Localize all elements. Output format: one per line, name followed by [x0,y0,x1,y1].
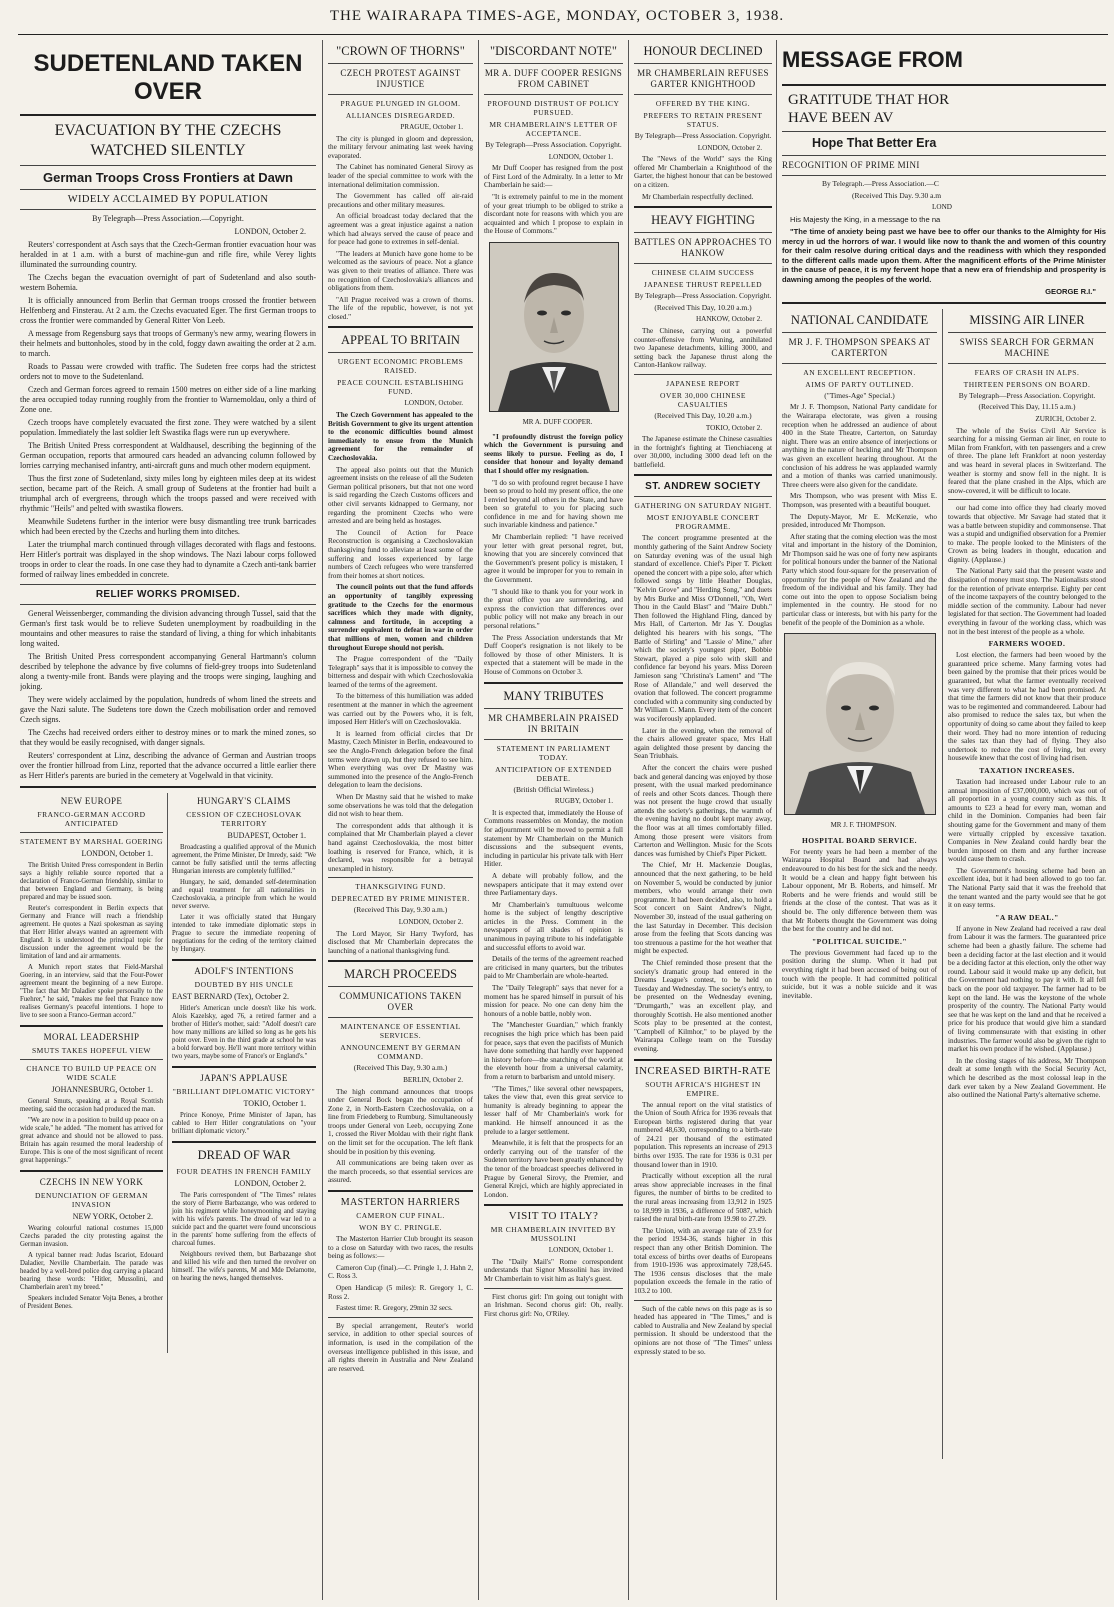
signature: GEORGE R.I." [1045,287,1096,297]
dateline: EAST BERNARD (Tex), October 2. [172,992,290,1001]
paragraph: The Czechs began the evacuation overnight of part of Sudetenland and also south-western Bohemia. [20,273,316,292]
paragraph: The whole of the Swiss Civil Air Service is searching for a missing German air liner, en route to Milan from Frankfort, with ten passengers and a crew of three. The plane left Frankfort at noon yesterday and was heard in several places in Switzerland. The weather is stormy and snow fell in the night. It is feared that the plane crashed in the Alps, which are snow-covered, it will be difficult to locate. [948,426,1106,495]
story-subhead: FEARS OF CRASH IN ALPS. [974,367,1080,377]
story-subhead: THANKSGIVING FUND. [355,882,446,892]
story-subhead: JAPANESE THRUST REPELLED [643,280,763,290]
story-subhead: MR CHAMBERLAIN INVITED BY MUSSOLINI [490,1225,617,1244]
paragraph: The appeal also points out that the Munich agreement insists on the release of all the Sudeten German political prisoners, but that not one word is said regarding the Czech Customs officers and other civil servants kidnapped to Germany, nor regarding the prominent Czechs who were arrested and are being held as hostages. [328,465,473,526]
paragraph: The city is plunged in gloom and depression, the military fervour animating last week having evaporated. [328,134,473,160]
story-headline: HEAVY FIGHTING [651,213,755,228]
story-subhead: OVER 30,000 CHINESE CASUALTIES [660,390,746,409]
paragraph: Neighbours revived them, but Barbazange shot and killed his wife and then turned the revolver on himself. The wife's parents, M and Mde Delamotte, on hearing the news, hanged themselves. [172,1251,316,1282]
paragraph: After the concert the chairs were pushed back and general dancing was enjoyed by those present, with the usual marked predominance of reels and other Scots dances. Though there was not present the huge crowd that usually attends the society's gatherings, the warmth of the evening having no doubt kept many away, the floor was at all times comfortably filled. Among those present were visitors from Carterton and Wellington. Music for the Scots dances was furnished by Chief's Piper Pickett. [634,763,772,858]
story-subhead: AIMS OF PARTY OUTLINED. [805,379,914,389]
paragraph: The Prague correspondent of the "Daily Telegraph" says that it is impossible to convey the bitterness and despair with which Czechoslovakia learned of the terms of the agreement. [328,655,473,689]
story-headline: "CROWN OF THORNS" [336,44,465,58]
lead-subhead: EVACUATION BY THE CZECHS WATCHED SILENTLY [54,122,282,159]
subcolumn-national-candidate [782,309,937,1004]
paragraph: Mr Chamberlain respectfully declined. [642,192,754,201]
dateline: LOND [932,203,952,212]
dateline: NEW YORK, October 2. [72,1212,153,1221]
story-subhead: BATTLES ON APPROACHES TO HANKOW [634,237,772,259]
paragraph: Meanwhile Sudetens further in the interior were busy dismantling tree trunk barricades which had been erected by the Czechs and hurling them into ditches. [20,517,316,536]
dateline: LONDON, October. [404,399,463,408]
portrait-image [785,634,935,814]
paragraph: Hungary, he said, demanded self-determination and equal treatment for all nationalities in Czechoslovakia, a principle from which he would never swerve. [172,879,316,910]
section-head: FARMERS WOOED. [988,639,1066,649]
paragraph: Reuters' correspondent at Linz, describing the advance of German and Austrian troops over the frontier hillroad from Linz, reported that the advance occurred a little earlier there as Herr Hitler's parents are buried in the cemetery at Vogelwald in that vicinity. [20,751,316,780]
section-head: "POLITICAL SUICIDE." [811,936,908,946]
paragraph: Cameron Cup (final).—C. Pringle 1, J. Hahn 2, C. Ross 3. [328,1263,473,1281]
dateline: RUGBY, October 1. [554,797,613,806]
paragraph: The Masterton Harrier Club brought its season to a close on Saturday with two races, the results being as follows:— [328,1235,473,1261]
column-message-from-king [782,40,1106,1600]
paragraph: Reuters' correspondent at Asch says that the Czech-German frontier evacuation hour was heralded in at 1 a.m. with a burst of machine-gun and rifle fire, while Verey lights illuminated the surrounding country. [20,240,316,269]
paragraph: The annual report on the vital statistics of the Union of South Africa for 1936 reveals that European births registered during that year numbered 48,630, corresponding to a birth-rate of 24.21 per thousand of the estimated population. This represents an increase of 2913 births over 1935. The rate for 1936 is 0.31 per thousand lower than in 1910. [634,1100,772,1169]
paragraph: The Chinese, carrying out a powerful counter-offensive from Wuning, annihilated two Japanese detachments, killing 3000, and setting back the Japanese thrust along the Canton-Hankow railway. [634,326,772,370]
paragraph: The British United Press correspondent at Waldhausel, describing the beginning of the German occupation, reports that armoured cars headed an advancing column followed by lorries carrying mechanised infantry, anti-aircraft guns and much other modern equipment. [20,441,316,470]
photo-caption: MR A. DUFF COOPER. [522,417,593,426]
paragraph: The Chief reminded those present that the society's dramatic group had entered in the Dreams League's contest, to be held on Tuesday and Wednesday. The society's entry, to be presented on the Wednesday evening, "Drumgarth," was an excellent play, and thoroughly Scottish. He also mentioned another Scots play to be presented at the contest, "Campbell of Kilmhor," to be played by the Wairarapa College team on the Tuesday evening. [634,958,772,1053]
story-subhead: ANNOUNCEMENT BY GERMAN COMMAND. [340,1043,461,1062]
lower-subcolumns [782,309,1106,1459]
paragraph: Lost election, the farmers had been wooed by the guaranteed price scheme. Many farming votes had been gained by the promise that their prices would be guaranteed, but what the farmer eventually received was very different to what he had been promised. At that time the farmers did not know that their produce was to be regimented and commandeered. Labour had also promised to reduce the sales tax, but when the opportunity of doing so came about they failed to keep their word. They had no more intention of reducing the sales tax than they had of flying. They also undertook to reduce the cost of living, but every housewife knew that the cost of living had risen. [948,651,1106,763]
photo-caption: MR J. F. THOMPSON. [830,821,897,830]
story-headline: ST. ANDREW SOCIETY [645,481,761,493]
story-subhead: PRAGUE PLUNGED IN GLOOM. [340,99,461,108]
story-subhead: PREFERS TO RETAIN PRESENT STATUS. [643,111,763,129]
paragraph: A typical banner read: Judas Iscariot, Edouard Daladier, Neville Chamberlain. The parade was headed by a well-bred police dog carrying a placard bearing these words: "Hitler, Mussolini, and Chamberlain aren't my breed." [20,1252,163,1291]
portrait-photo-thompson [784,633,936,815]
paragraph: General Weissenberger, commanding the division advancing through Tussel, said that the German's first task would be to relieve Sudeten unemployment by roadbuilding in the mountains and other measures to raise the standard of living, a thing for which inhabitants long waited. [20,609,316,648]
portrait-photo-duff-cooper [489,242,619,412]
story-subhead: COMMUNICATIONS TAKEN OVER [339,991,462,1013]
lead-story [20,40,316,1600]
story-headline: MASTERTON HARRIERS [340,1197,461,1209]
paragraph: After stating that the coming election was the most vital and important in the history of the Dominion, Mr Thompson said he was one of forty new aspirants for political honours under the banner of the National Party which stood four-square for the preservation of opportunity for the people of New Zealand and the freedom of the individual and his family. They had come out into the open to oppose Socialism being implemented in the country. He stood for no particular class or interests, but with his party for the benefit of the people of the Dominion as a whole. [782,532,937,627]
dateline: PRAGUE, October 1. [400,123,463,131]
dateline: LONDON, October 2. [234,1179,306,1188]
story-subhead: URGENT ECONOMIC PROBLEMS RAISED. [337,357,464,376]
paragraph: The National Party said that the present waste and dissipation of money must stop. The Nationalists stood for the retention of private enterprise. Eighty per cent of the income taxpayers of the country belonged to the middle section of the community. Labour had never legislated for that section. The Government had loaded everything in favour of the working class, which was not in the best interest of the people as a whole. [948,567,1106,636]
dateline: LONDON, October 1. [548,152,613,161]
story-headline: NATIONAL CANDIDATE [790,312,929,327]
story-subhead: JAPANESE REPORT [666,378,740,388]
story-subhead: THIRTEEN PERSONS ON BOARD. [963,379,1091,389]
paragraph: The Government's housing scheme had been an excellent idea, but it had been allowed to go too far. The National Party said that it was the freehold that the tenant wanted and the party would see that he got it on easy terms. [948,866,1106,910]
dateline: HANKOW, October 2. [695,315,762,324]
story-subhead: "BRILLIANT DIPLOMATIC VICTORY" [172,1087,316,1096]
paragraph: The "Manchester Guardian," which frankly recognises the high price which has been paid for peace, says that even the pacifists of Munich have done something that hardly ever happened in history before—the snatching of the world at the eleventh hour from a universal calamity, from a return to barbarism and untold misery. [484,1021,623,1081]
received-note: (Received This Day, 9.30 a.m.) [353,1063,448,1073]
column-discordant-note [484,40,623,1600]
lead-kicker: WIDELY ACCLAIMED BY POPULATION [67,194,269,205]
story-headline: MISSING AIR LINER [969,312,1085,327]
story-headline: MANY TRIBUTES [503,688,604,703]
story-subhead: STATEMENT BY MARSHAL GOERING [20,837,163,846]
paragraph: Mrs Thompson, who was present with Miss E. Thompson, was presented with a beautiful bouquet. [782,492,937,509]
paragraph: Mr Chamberlain replied: "I have received your letter with great personal regret, but, knowing that you are sincerely convinced that the Government's present policy is mistaken, I agree it would be improper for you to remain in the Government. [484,533,623,585]
story-subhead: CZECH PROTEST AGAINST INJUSTICE [340,68,461,89]
paragraph: "The leaders at Munich have gone home to be welcomed as the saviours of peace. Not a glance was given to their treaties of alliance. There was no recognition of Czechoslovakia's alliances and obligations from them. [328,249,473,293]
paragraph: The correspondent adds that although it is complained that Mr Chamberlain played a clever hand against Czechoslovakia, the most bitter loathing is reserved for France, which, it is declared, was responsible for a betrayal unexampled in history. [328,821,473,873]
dateline: JOHANNESBURG, October 1. [51,1085,153,1094]
story-subhead: OFFERED BY THE KING. [655,99,751,108]
story-headline: MARCH PROCEEDS [344,967,457,982]
story-subhead: MOST ENJOYABLE CONCERT PROGRAMME. [646,513,760,532]
paragraph: The Union, with an average rate of 23.9 for the period 1934-36, stands higher in this respect than any other British Dominion. The total excess of births over deaths of Europeans from 1910-1936 was approximately 728,645. The 1936 census discloses that the male population exceeds the female in the ratio of 103.2 to 100. [634,1226,772,1295]
story-headline: JAPAN'S APPLAUSE [200,1073,288,1083]
story-headline: DREAD OF WAR [197,1148,291,1162]
paragraph: The British United Press correspondent in Berlin says a highly reliable source reported that a declaration of Franco-German friendship, similar to that between England and Germany, is being prepared and may be issued soon. [20,862,163,901]
paragraph: All communications are being taken over as the march proceeds, so that essential services are assured. [328,1159,473,1185]
lead-byline: By Telegraph—Press Association.—Copyright. [92,214,244,223]
dateline: ZURICH, October 2. [1035,414,1096,423]
paragraph: "I profoundly distrust the foreign policy which the Government is pursuing and seems likely to pursue. Feeling as do, I consider that honour and loyalty demand that I should offer my resignation. [484,432,623,475]
paragraph: Mr J. F. Thompson, National Party candidate for the Wairarapa electorate, was given a rousing reception when he addressed an audience of about 400 in the State Theatre, Carterton, on Saturday night. There was an entire absence of interjections or anything in the nature of heckling and Mr Thompson was given an excellent hearing throughout. At the conclusion of his address he was applauded warmly and a motion of thanks was carried unanimously. Three cheers were also given for the candidate. [782,403,937,489]
lower-subcolumns [20,793,316,1353]
story-subhead: MR J. F. THOMPSON SPEAKS AT CARTERTON [788,336,931,358]
paragraph: Roads to Passau were crowded with traffic. The Sudeten free corps had the strictest orders not to move to the Sudetenland. [20,362,316,381]
paragraph: Broadcasting a qualified approval of the Munich agreement, the Prime Minister, Dr Imredy, said: "We cannot be fully satisfied until the terms affecting Hungarian interests are completely fulfilled." [172,844,316,875]
story-headline: ADOLF'S INTENTIONS [194,966,294,976]
story-headline: HONOUR DECLINED [643,44,763,58]
paragraph: Speakers included Senator Vojta Benes, a brother of President Benes. [20,1295,163,1310]
story-subhead: GRATITUDE THAT HOR HAVE BEEN AV [788,92,950,126]
paragraph: His Majesty the King, in a message to the na [790,214,941,224]
paragraph: The Paris correspondent of "The Times" relates the story of Pierre Barbazange, who was ordered to join his regiment while honeymooning and staying with his wife's parents. The dread of war led to a suicide pact and the quartet were found unconscious in the parents' home suffering from the effects of charcoal fumes. [172,1192,316,1247]
paragraph: The British United Press correspondent accompanying General Hartmann's column described by telephone the advance by five columns of field-grey troops into Sudetenland along a twenty-mile front. Bands were playing and the troops were singing, laughing and joking. [20,652,316,691]
paragraph: The Lord Mayor, Sir Harry Twyford, has disclosed that Mr Chamberlain deprecates the launching of a national thanksgiving fund. [328,929,473,955]
story-subhead: Hope That Better Era [812,136,937,150]
story-subhead: DEPRECATED BY PRIME MINISTER. [331,894,470,904]
story-headline: HUNGARY'S CLAIMS [197,796,291,806]
paragraph: Mr Chamberlain's tumultuous welcome home is the subject of lengthy descriptive articles in the Press. Comment in the newspapers of all shades of opinion is unanimous in paying tribute to his indefatigable and successful efforts to avoid war. [484,900,623,952]
paragraph: The Press Association understands that Mr Duff Cooper's resignation is not likely to be followed by those of other Ministers. It is expected that a statement will be made in the House of Commons on October 3. [484,633,623,676]
section-head: "A RAW DEAL." [995,912,1059,922]
paragraph: A debate will probably follow, and the newspapers anticipate that it may extend over three Parliamentary days. [484,871,623,898]
paragraph: The Czech Government has appealed to the British Government to give its urgent attention to the economic difficulties bound almost immediately to ensue from the Munich agreement for the remainder of Czechoslovakia. [328,411,473,463]
story-subhead: RECOGNITION OF PRIME MINI [782,160,920,170]
lead-headline: SUDETENLAND TAKEN OVER [33,50,303,105]
paragraph: The Czechs had received orders either to destroy mines or to mark the mined zones, so that they would be easily recognised, with danger signals. [20,728,316,747]
story-subhead: CHANCE TO BUILD UP PEACE ON WIDE SCALE [26,1064,157,1082]
subcolumn-right [172,793,316,1286]
byline: By Telegraph—Press Association. Copyright. [485,140,622,149]
section-head: HOSPITAL BOARD SERVICE. [801,835,918,845]
paragraph: Czech and German forces agreed to remain 1500 metres on either side of a line marking the area occupied today running roughly from the frontier to Warnemoldau, only a third of Zone one. [20,385,316,414]
paragraph: Fastest time: R. Gregory, 29min 32 secs. [336,1304,453,1313]
paragraph: The Cabinet has nominated General Sirovy as leader of the special committee to work with the international delimitation commission. [328,163,473,189]
byline: By Telegraph—Press Association. Copyright. [958,390,1096,400]
story-subhead: DENUNCIATION OF GERMAN INVASION [34,1191,149,1209]
dateline: LONDON, October 2. [398,917,463,926]
received-note: (Received This Day. 9.30 a.m [852,190,942,200]
story-subhead: ANTICIPATION OF EXTENDED DEBATE. [495,764,612,783]
received-note: (British Official Wireless.) [513,784,594,794]
lead-dateline: LONDON, October 2. [234,227,306,236]
paragraph: Thus the first zone of Sudetenland, sixty miles long by eighteen miles deep at its widest section, became part of the Reich. A small group of Sudetens at the frontier had built a triumphal arch of evergreens, through which the troops passed and were received with rhythmic "Heils" and pelted with swastika flowers. [20,474,316,513]
paragraph: It is officially announced from Berlin that German troops crossed the frontier between Helfenberg and Finsterau. At 2 a.m. the Czechs evacuated Eger. The first German troops to cross the frontier were commanded by General Ritter Von Leeb. [20,296,316,325]
column-divider [628,40,629,1600]
paragraph: Taxation had increased under Labour rule to an annual imposition of £37,000,000, which was out of all proportion in a young country such as this. It amounts to £23 a head for every man, woman and child in the Dominion. Companies had been fair shouting game for the Government and many of them were virtually crippled by excessive taxation. Companies in New Zealand could hardly bear the burden imposed on them and any further increase would cause them to crash. [948,777,1106,864]
paragraph: If anyone in New Zealand had received a raw deal from Labour it was the farmers. The guaranteed price scheme had been a ghastly failure. The scheme had been a deciding factor at the last election and it would be a deciding factor at this election, only the other way round. Labour said it would make up any deficit, but the Government had nothing to pay it with. It all fell back on the poor old taxpayer. The farmer had to be kept on the land. He was the keystone of the whole prosperity of the country. The National Party would see that he was kept on the land and that he received a price for his produce that would give him a standard of living commensurate with that existing in other industries. The farmer would also be given the right to market his own produce if he wished. (Applause.) [948,924,1106,1054]
paragraph: It is expected that, immediately the House of Commons reassembles on Monday, the motion for adjournment will be moved to permit a full statement by Mr Chamberlain on the Munich discussions and the subsequent events, including in particular his private talk with Herr Hitler. [484,808,623,869]
paragraph: Mr Duff Cooper has resigned from the post of First Lord of the Admiralty. In a letter to Mr Chamberlain he said:— [484,164,623,190]
paragraph: General Smuts, speaking at a Royal Scottish meeting, said the occasion had produced the man. [20,1098,163,1113]
story-headline: NEW EUROPE [60,796,123,806]
paragraph: The "Daily Mail's" Rome correspondent understands that Signor Mussolini has invited Mr Chamberlain to visit him as Italy's guest. [484,1257,623,1284]
paragraph: Hitler's American uncle doesn't like his work. Alois Kazelsky, aged 76, a retired farmer and a brother of Hitler's mother, said: "Adolf doesn't care how many millions are killed so long as he gets his point over. Even in the third grade at school he was a bold forward boy. He'll want more territory within two years, maybe some of France's or England's." [172,1005,316,1060]
paragraph: "The Times," like several other newspapers, takes the view that, even this great service to humanity is already beginning to appear the lesser half of Mr Chamberlain's work for mankind. He himself announced it as the prelude to a larger settlement. [484,1084,623,1136]
paragraph: The "News of the World" says the King offered Mr Chamberlain a Knighthood of the Garter, the highest honour that can be bestowed on a citizen. [634,155,772,189]
story-subhead: SWISS SEARCH FOR GERMAN MACHINE [959,336,1095,358]
dateline: TOKIO, October 2. [705,423,762,432]
lead-body [20,240,316,580]
story-subhead: CHINESE CLAIM SUCCESS [651,268,755,278]
masthead: THE WAIRARAPA TIMES-AGE, MONDAY, OCTOBER 3, 1938. [329,8,785,24]
dateline: LONDON, October 2. [697,143,762,152]
paragraph: "All Prague received was a crown of thorns. The life of the republic, however, is not yet closed." [328,295,473,321]
story-subhead: ALLIANCES DISREGARDED. [345,111,456,120]
dateline: LONDON, October 1. [548,1246,613,1255]
paragraph: Meanwhile, it is felt that the prospects for an orderly carrying out of the transfer of the Sudeten territory have been greatly enhanced by the tenor of the broadcast speeches delivered in Prague by General Sirovy, the Premier, and General Krejci, which are highly appreciated in London. [484,1139,623,1199]
paragraph: Prince Konoye, Prime Minister of Japan, has cabled to Herr Hitler congratulations on "your brilliant diplomatic victory." [172,1112,316,1135]
story-subhead: PROFOUND DISTRUST OF POLICY PURSUED. [487,99,620,117]
paragraph: It is learned from official circles that Dr Mastny, Czech Minister in Berlin, endeavoured to see the Anglo-French delegation before the final terms were drawn up, but they refused to see him. When everything was over Dr Mastny was summoned into the presence of the Anglo-French delegation to learn the decisions. [328,729,473,790]
story-headline: VISIT TO ITALY? [508,1210,599,1223]
paragraph: The Chief, Mr H. Mackenzie Douglas, announced that the next gathering, to be held on November 5, would be conducted by junior members, who would arrange their own programme. It had been decided, also, to hold a Scot concert on Saint Andrew's Night, November 30, instead of the usual gathering on the last Saturday in December. This decision arose from the feeling that Scots dancing was too strenuous a pastime for the hot weather that might be expected. [634,861,772,956]
story-subhead: MR CHAMBERLAIN REFUSES GARTER KNIGHTHOOD [637,68,769,89]
story-subhead: MR CHAMBERLAIN PRAISED IN BRITAIN [488,712,619,734]
paragraph: To the bitterness of this humiliation was added resentment at the manner in which the agreement was carried out by the Powers who, it is felt, imposed Herr Hitler's will on Czechoslovakia. [328,692,473,727]
paragraph: Reuter's correspondent in Berlin expects that Germany and France will reach a friendship agreement. He quotes a Nazi spokesman as saying that Herr Hitler always wanted an agreement with England. It is understood the principal topic for discussion under the agreement would be the limitation of land and air armaments. [20,905,163,960]
column-divider [776,40,777,1600]
received-note: (Received This Day, 10.20 a.m.) [654,410,752,420]
story-headline: MESSAGE FROM [782,47,963,72]
story-headline: INCREASED BIRTH-RATE [635,1064,771,1077]
paragraph: In the closing stages of his address, Mr Thompson dealt at some length with the Social Security Act, which he described as the most colossal leap in the dark ever taken by a New Zealand Government. He also outlined the National Party's alternative scheme. [948,1056,1106,1100]
column-divider [322,40,323,1600]
footnote: By special arrangement, Reuter's world service, in addition to other special sources of information, is used in the compilation of the overseas intelligence published in this issue, and all rights therein in Australia and New Zealand are reserved. [328,1321,473,1373]
paragraph: Wearing colourful national costumes 15,000 Czechs paraded the city protesting against the German invasion. [20,1225,163,1248]
story-subhead: GATHERING ON SATURDAY NIGHT. [634,501,772,511]
story-subhead: AN EXCELLENT RECEPTION. [803,367,916,377]
times-notice: Such of the cable news on this page as is so headed has appeared in "The Times," and is cabled to Australia and New Zealand by special permission. It should be understood that the opinions are not those of "The Times" unless expressly stated to be so. [634,1304,772,1356]
paragraph: The council points out that the fund affords an opportunity of tangibly expressing gratitude to the Czechs for the enormous sacrifices which they made with dignity, calmness and fortitude, in accepting a surrender equivalent to defeat in war in order that millions of men, women and children throughout Europe should not perish. [328,583,473,652]
paragraph: Later in the evening, when the removal of the chairs allowed greater space, Mrs Hall again delighted those present by dancing the Sean Triubhais. [634,726,772,761]
paragraph: Details of the terms of the agreement reached are criticised in many quarters, but the tributes paid to Mr Chamberlain are whole-hearted. [484,955,623,981]
byline: By Telegraph—Press Association. Copyright. [634,131,772,140]
story-headline: CZECHS IN NEW YORK [39,1177,144,1187]
paragraph: The concert programme presented at the monthly gathering of the Saint Andrew Society on Saturday evening was of the usual high standard of excellence. Chief's Piper T. Pickett opened the concert with a pipe solo, after which followed songs by little Heather Douglas, "Kelvin Grove" and "Herding Song," and duets by Mrs Burke and Miss O'Donnell, "Oh, Wert Thou in the Cauld Blast" and "Maire Dubh." Then followed the Highland Fling, danced by Mrs Hall, of Carterton. Mr Jas Y. Douglas delighted his hearers with his songs, "The Battle of Stirling" and "Lassie o' Mine," after which the society's youngest piper, Bobbie Stewart, played a pipe solo with skill and confidence far beyond his years. Miss Doreen Jamieson sang "Christina's Lament" and "The Rose of Allandale," and well deserved the ovation that followed. The concert programme concluded with a community sing conducted by Mr William C. Mann. Every item of the concert was vociferously applauded. [634,534,772,723]
paragraph: Practically without exception all the rural areas show appreciable increases in the final figures, the number of births to be credited to the rural areas increasing from 13,912 in 1925 to 18,999 in 1936, a difference of 5087, which raised the rural birth-rate from 19.98 to 27.29. [634,1172,772,1224]
paragraph: The "Daily Telegraph" says that never for a moment has he spared himself in pursuit of his mission for peace. No one can deny him the honours of a noble battle, nobly won. [484,984,623,1018]
story-subhead: SMUTS TAKES HOPEFUL VIEW [32,1046,151,1055]
story-subhead: FRANCO-GERMAN ACCORD ANTICIPATED [37,810,146,828]
column-honour-declined [634,40,772,1600]
story-headline: "DISCORDANT NOTE" [490,44,617,58]
paragraph: The previous Government had faced up to the position during the slump. When it had put everything right it had been accused of being out of touch with the people. It had committed political suicide, but it was a noble suicide and it was inevitable. [782,948,937,1000]
section-head: TAXATION INCREASES. [979,765,1075,775]
paragraph: our had come into office they had clearly moved towards that objective. Mr Savage had stated that it was a battle between stupidity and commonsense. That was a stupid and undignified observation for a Premier to make. The people looked to the Ministers of the Crown as being leaders in thought, education and dignity. (Applause.) [948,504,1106,564]
dateline: BUDAPEST, October 1. [227,831,306,840]
paragraph: Later it was officially stated that Hungary intended to take immediate diplomatic steps in Prague to secure the immediate reopening of negotiations for the ceding of the territory claimed by Hungary. [172,914,316,953]
paragraph: "The time of anxiety being past we have bee to offer our thanks to the Almighty for His mercy in ud the horrors of war. I would like now to thank the and women of this country for their calm resolve during critical days and the readiness with which they responded to the different calls made upon them. After the magnificent efforts of the Prime Minister in the cause of peace, it is my fervent hope that a new era of friendship and prosperity is dawning among the peoples of the world. [782,227,1106,284]
story-subhead: MR CHAMBERLAIN'S LETTER OF ACCEPTANCE. [489,120,618,138]
story-subhead: FOUR DEATHS IN FRENCH FAMILY [176,1167,312,1176]
paragraph: The Japanese estimate the Chinese casualties in the fortnight's fighting at Tienchiaceng at over 30,000, including 3000 dead left on the battlefield. [634,435,772,469]
received-note: (Received This Day, 11.15 a.m.) [978,402,1076,412]
story-subhead: STATEMENT IN PARLIAMENT TODAY. [496,743,611,762]
received-note: (Received This Day, 10.20 a.m.) [654,302,752,312]
paragraph: The Council of Action for Peace Reconstruction is organising a Czechoslovakian thanksgiving fund to alleviate at least some of the suffering and losses experienced by large numbers of Czech refugees who were transferred from their homes at short notices. [328,528,473,580]
byline: By Telegraph—Press Association. Copyright. [634,291,772,301]
dateline: LONDON, October 1. [81,849,153,858]
story-subhead: MAINTENANCE OF ESSENTIAL SERVICES. [340,1022,461,1041]
paragraph: A message from Regensburg says that troops of Germany's new army, wearing flowers in their helmets and buttonholes, stood by in the cold, foggy dawn awaiting the order at 2 a.m. to march. [20,329,316,358]
subcolumn-left [20,793,163,1314]
lead-deck: German Troops Cross Frontiers at Dawn [43,170,293,185]
subcolumn-divider [167,793,168,1353]
column-divider [478,40,479,1600]
dateline: BERLIN, October 2. [403,1075,463,1084]
paragraph: Open Handicap (5 miles): R. Gregory 1, C. Ross 2. [328,1284,473,1301]
paragraph: "I should like to thank you for your work in the great office you are surrendering, and express the conviction that differences over public policy will not make any breach in our personal relations." [484,587,623,630]
paragraph: They were widely acclaimed by the population, hundreds of whom lined the streets and gave the Nazi salute. The Sudetens tore down the Czech mobilisation order and removed Czech signs. [20,695,316,724]
story-subhead: CAMERON CUP FINAL. [356,1211,445,1221]
paragraph: For twenty years he had been a member of the Wairarapa Hospital Board and had always endeavoured to do his best for the sick and the needy. It would be a clean and happy fight between his Labour opponent, Mr B. Roberts, and himself. Mr Roberts and he were friends and would still be friends at the close of the contest. That was as it should be. The only difference between them was that Mr Roberts thought the Government was doing the best for the country and he did not. [782,847,937,934]
story-subhead: WON BY C. PRINGLE. [358,1223,443,1233]
byline: By Telegraph.—Press Association.—C [822,179,939,188]
subcolumn-missing-air-liner [948,309,1106,1103]
received-note: (Received This Day, 9.30 a.m.) [353,905,448,915]
paragraph: When Dr Mastny said that he wished to make some observations he was told that the delegation did not wish to hear them. [328,793,473,819]
story-headline: MORAL LEADERSHIP [43,1032,140,1042]
relief-headline: RELIEF WORKS PROMISED. [95,589,241,600]
paragraph: An official broadcast today declared that the agreement was a great injustice against a nation which had always served the cause of peace and for peace had gone to extremes in self-denial. [328,212,473,247]
story-subhead: DOUBTED BY HIS UNCLE [194,980,294,989]
paragraph: "It is extremely painful to me in the moment of your great triumph to be obliged to strike a discordant note for reasons with which you are acquainted and which I propose to explain in the House of Commons." [484,192,623,236]
paragraph: A Munich report states that Field-Marshal Goering, in an interview, said that the Four-Power agreement meant the beginning of a new Europe. "The fact that Mr Daladier spoke personally to the Fuehrer," he said, "makes me feel that France now realises Germany's peaceful intentions. I hope to live to see soon a Franco-German accord." [20,964,163,1019]
story-subhead: CESSION OF CZECHOSLOVAK TERRITORY [186,810,302,828]
paragraph: The high command announces that troops under General Bock began the occupation of Zone 2, in North-Eastern Czechoslovakia, on a line from Friedeberg to Rumburg. Simultaneously troops under General von Leeb, occupying Zone 1, crossed the River Moldau with their right flank on the limit set for the occupation. The left flank should be in position by this evening. [328,1087,473,1156]
filler-joke: First chorus girl: I'm going out tonight with an Irishman. Second chorus girl: Oh, really. First chorus girl: No, O'Riley. [484,1292,623,1318]
dateline: TOKIO, October 1. [243,1099,306,1108]
subcolumn-divider [942,309,943,1459]
paragraph: Later the triumphal march continued through villages decorated with flags and festoons. Herr Hitler's portrait was displayed in the shop windows. The Nazi labour corps followed troops in order to clear the roads. In one case they had to dynamite a Czech anti-tank barrier formed of railway lines embedded in concrete. [20,540,316,579]
portrait-image [490,243,618,411]
paragraph: "We are now in a position to build up peace on a wide scale," he added. "The moment has arrived for great advance and should not be allowed to pass. Britain has again resumed the moral leadership of Europe. This is one of the most significant of recent great happenings." [20,1117,163,1164]
paragraph: The Deputy-Mayor, Mr E. McKenzie, who presided, introduced Mr Thompson. [782,512,937,530]
king-message [782,215,1106,297]
story-subhead: SOUTH AFRICA'S HIGHEST IN EMPIRE. [645,1079,761,1098]
story-subhead: MR A. DUFF COOPER RESIGNS FROM CABINET [484,68,623,89]
story-subhead: PEACE COUNCIL ESTABLISHING FUND. [337,378,464,397]
paragraph: Czech troops have completely evacuated the first zone. They were watched by a silent population. Immediately the last soldier left Swastika flags were run up everywhere. [20,418,316,437]
column-crown-of-thorns [328,40,473,1600]
paragraph: "I do so with profound regret because I have been so proud to hold my present office, the one I envied beyond all others in the State, and have been so grateful to you for placing such confidence in me and for having shown me such invariable kindness and patience." [484,478,623,530]
special-note: ("Times-Age" Special.) [824,390,895,400]
paragraph: The Government has called off air-raid precautions and other military measures. [328,192,473,209]
story-headline: APPEAL TO BRITAIN [341,333,460,348]
top-rule [18,34,1108,35]
